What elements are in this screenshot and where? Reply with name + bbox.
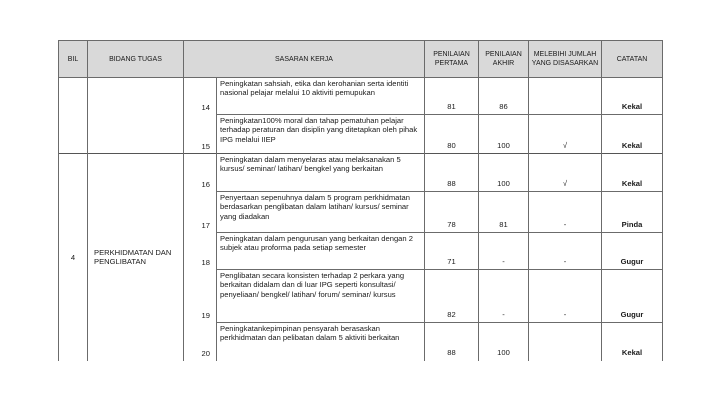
pertama-cell: 78 [425, 192, 479, 233]
row-number: 16 [184, 154, 217, 192]
bil-cell [59, 78, 88, 154]
row-number: 14 [184, 78, 217, 115]
melebihi-cell [529, 78, 602, 115]
akhir-cell: 100 [479, 323, 529, 361]
header-melebihi: MELEBIHI JUMLAH YANG DISASARKAN [529, 41, 602, 78]
header-sasaran: SASARAN KERJA [184, 41, 425, 78]
pertama-cell: 80 [425, 115, 479, 154]
score-table [58, 40, 663, 361]
catatan-cell: Kekal [602, 154, 663, 192]
pertama-cell: 88 [425, 154, 479, 192]
sasaran-cell: Peningkatan100% moral dan tahap pematuhan pelajar terhadap peraturan dan disiplin yang ditetapkan oleh pihak IPG melalui IIEP [217, 115, 425, 154]
row-number: 15 [184, 115, 217, 154]
sasaran-cell: Peningkatan dalam menyelaras atau melaksanakan 5 kursus/ seminar/ latihan/ bengkel yang berkaitan [217, 154, 425, 192]
header-catatan: CATATAN [602, 41, 663, 78]
header-pertama: PENILAIAN PERTAMA [425, 41, 479, 78]
row-number: 19 [184, 270, 217, 323]
header-bidang: BIDANG TUGAS [88, 41, 184, 78]
melebihi-cell: - [529, 270, 602, 323]
table-row [59, 78, 663, 115]
catatan-cell: Kekal [602, 323, 663, 361]
sasaran-cell: Penglibatan secara konsisten terhadap 2 perkara yang berkaitan didalam dan di luar IPG seperti konsultasi/ penyeliaan/ bengkel/ latihan/ forum/ seminar/ kursus [217, 270, 425, 323]
melebihi-cell: - [529, 192, 602, 233]
pertama-cell: 71 [425, 233, 479, 270]
sasaran-cell: Peningkatan dalam pengurusan yang berkaitan dengan 2 subjek atau proforma pada setiap semester [217, 233, 425, 270]
score-table-frame [58, 40, 662, 366]
pertama-cell: 81 [425, 78, 479, 115]
header-row [59, 41, 663, 78]
pertama-cell: 88 [425, 323, 479, 361]
sasaran-cell: Peningkatankepimpinan pensyarah berasaskan perkhidmatan dan pelibatan dalam 5 aktiviti berkaitan [217, 323, 425, 361]
akhir-cell: - [479, 233, 529, 270]
table-row [59, 154, 663, 192]
row-number: 18 [184, 233, 217, 270]
catatan-cell: Kekal [602, 78, 663, 115]
sasaran-cell: Peningkatan sahsiah, etika dan kerohanian serta identiti nasional pelajar melalui 10 aktiviti pemupukan [217, 78, 425, 115]
pertama-cell: 82 [425, 270, 479, 323]
melebihi-cell: √ [529, 115, 602, 154]
sasaran-cell: Penyertaan sepenuhnya dalam 5 program perkhidmatan berdasarkan penglibatan dalam latihan/ kursus/ seminar yang diadakan [217, 192, 425, 233]
catatan-cell: Pinda [602, 192, 663, 233]
catatan-cell: Kekal [602, 115, 663, 154]
row-number: 17 [184, 192, 217, 233]
catatan-cell: Gugur [602, 233, 663, 270]
akhir-cell: 100 [479, 154, 529, 192]
melebihi-cell [529, 323, 602, 361]
row-number: 20 [184, 323, 217, 361]
akhir-cell: 86 [479, 78, 529, 115]
akhir-cell: 81 [479, 192, 529, 233]
melebihi-cell: √ [529, 154, 602, 192]
bil-cell: 4 [59, 154, 88, 361]
header-bil: BIL [59, 41, 88, 78]
akhir-cell: 100 [479, 115, 529, 154]
bidang-cell: PERKHIDMATAN DAN PENGLIBATAN [88, 154, 184, 361]
header-akhir: PENILAIAN AKHIR [479, 41, 529, 78]
catatan-cell: Gugur [602, 270, 663, 323]
akhir-cell: - [479, 270, 529, 323]
melebihi-cell: - [529, 233, 602, 270]
bidang-cell [88, 78, 184, 154]
